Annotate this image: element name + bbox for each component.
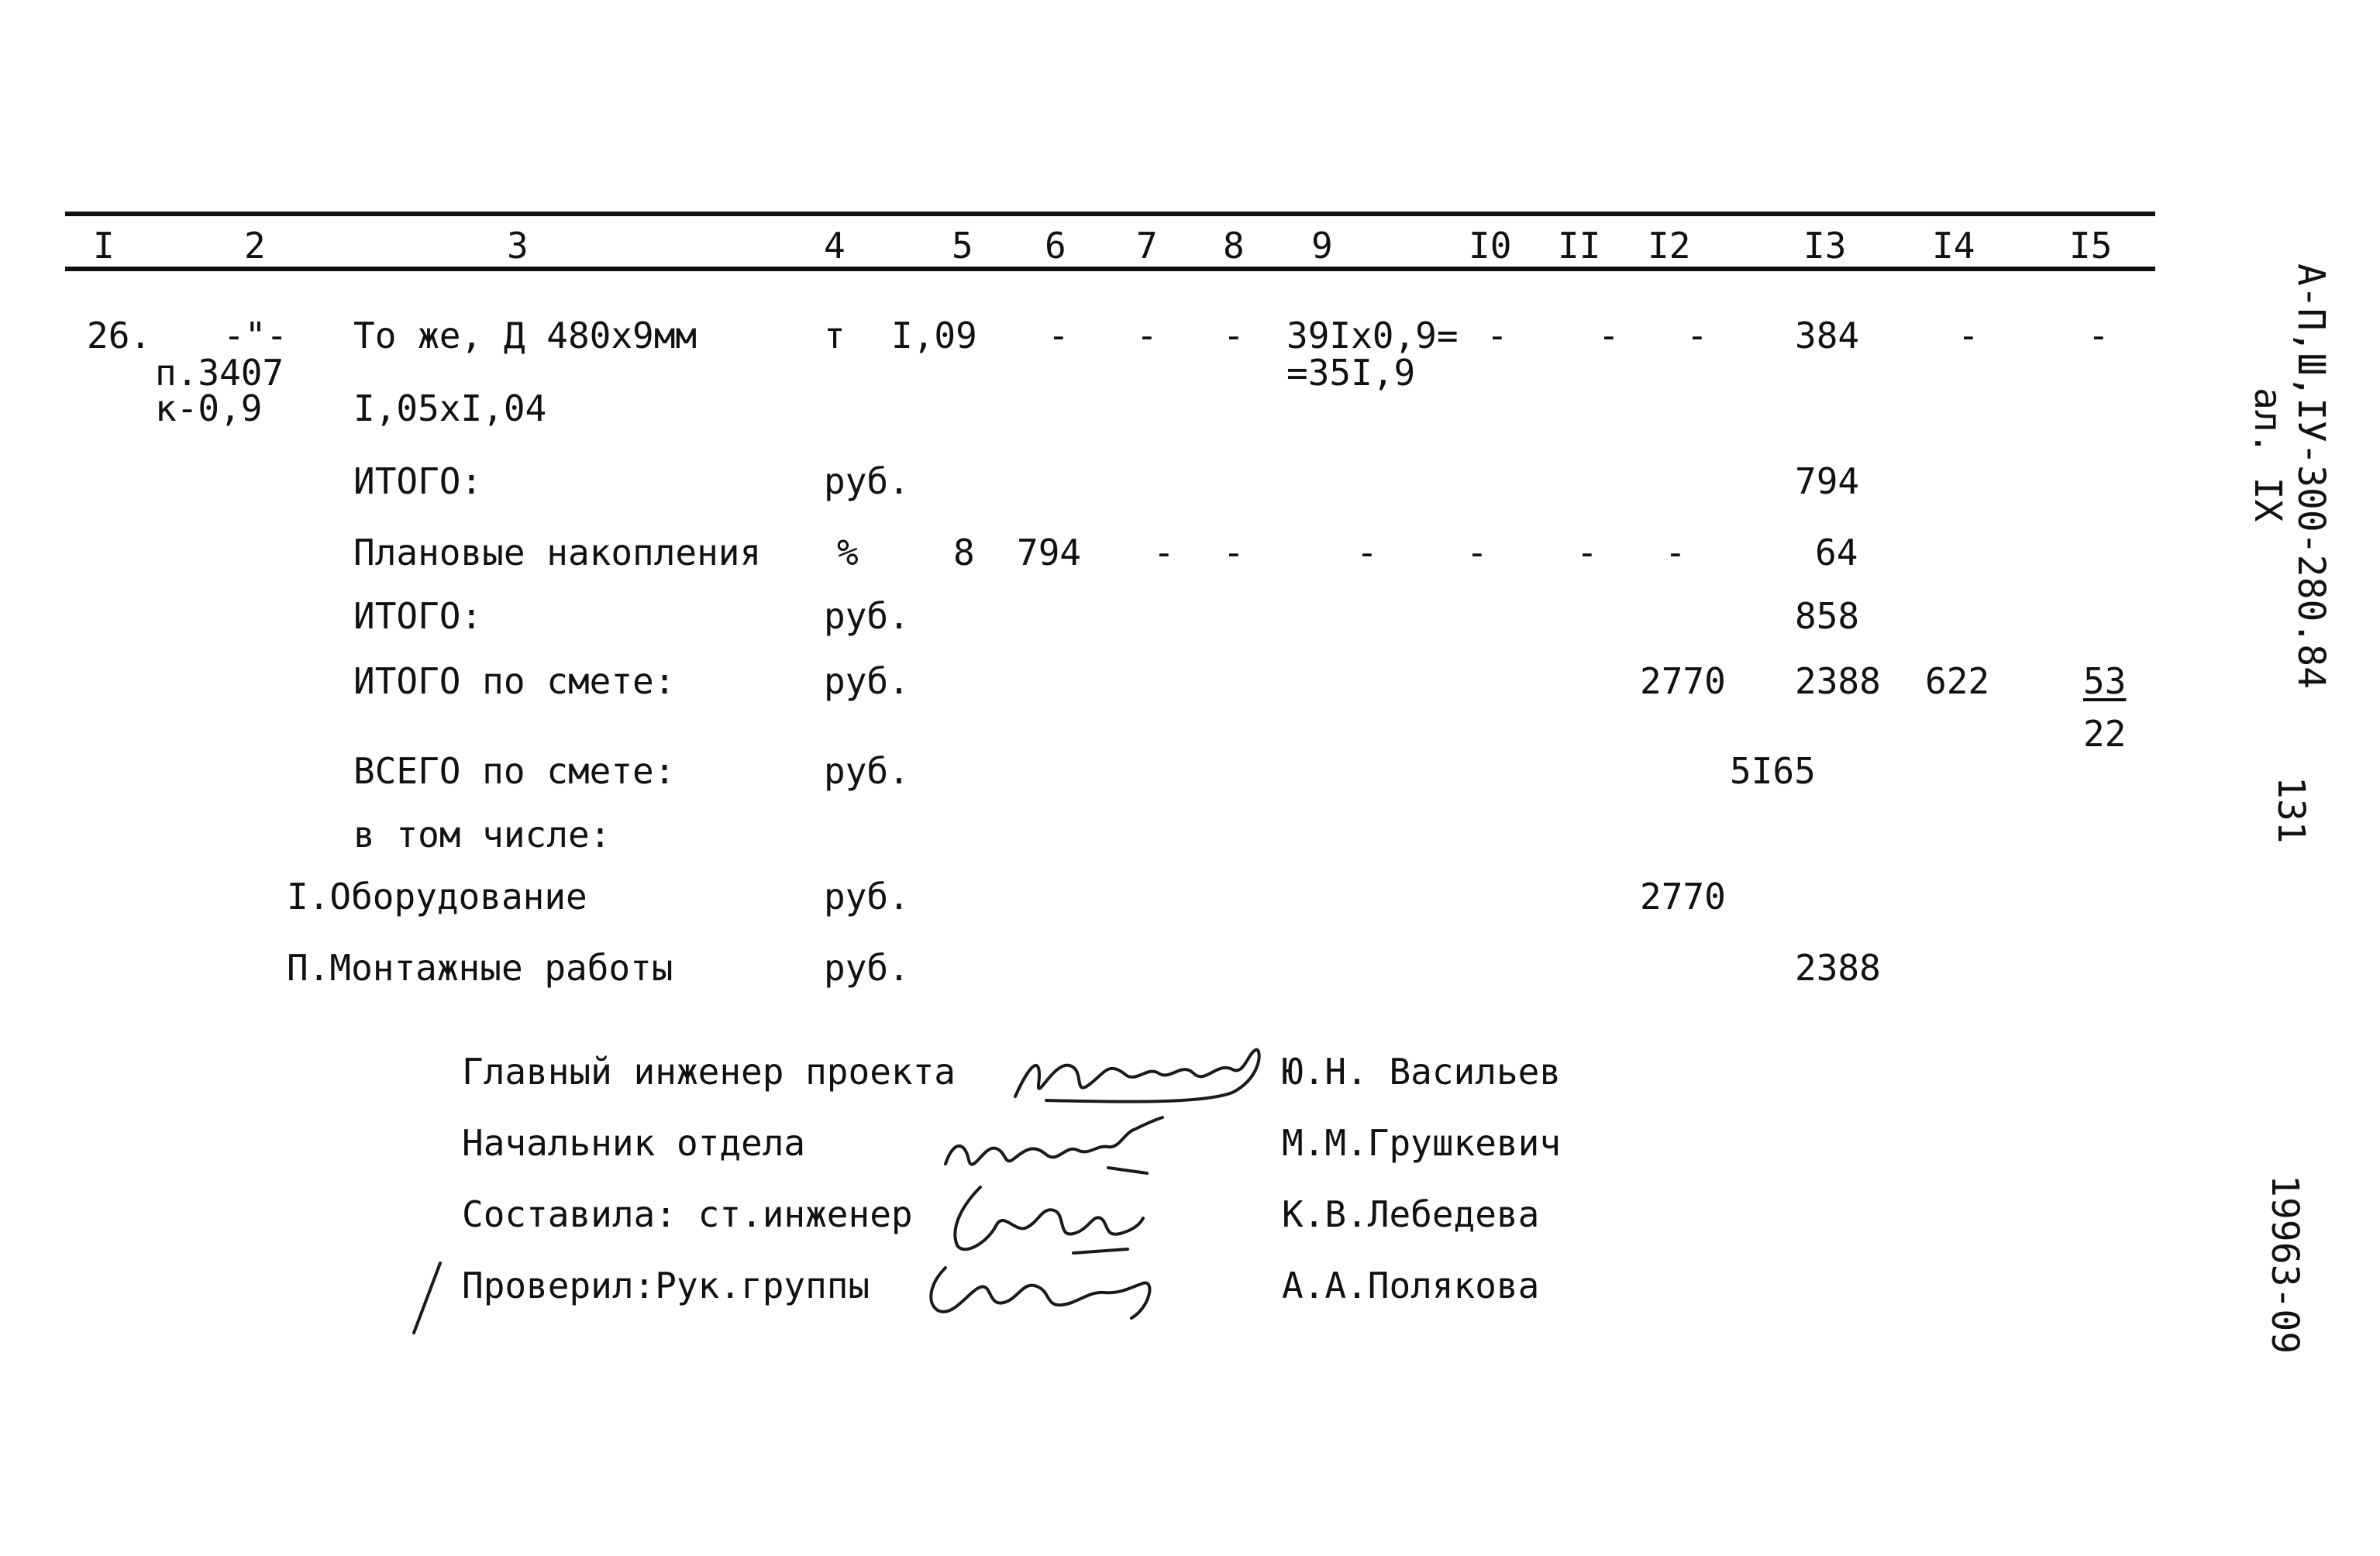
signature-role-compiler: Составила: ст.инженер (462, 1193, 913, 1235)
oborudovanie-col12: 2770 (1640, 876, 1726, 917)
itogo-smeta-col15-bottom: 22 (2083, 713, 2127, 755)
col-header-3: 3 (507, 225, 529, 267)
vsego-value: 5I65 (1730, 750, 1816, 792)
planovye-col7: - (1153, 532, 1175, 573)
itogo-smeta-col15-top: 53 (2083, 660, 2127, 702)
itogo2-col13: 858 (1795, 595, 1860, 637)
row26-col5: I,09 (891, 315, 977, 356)
itogo2-unit: руб. (824, 595, 910, 637)
vsego-unit: руб. (824, 750, 910, 792)
signature-role-chief-engineer: Главный инженер проекта (462, 1051, 956, 1093)
row26-col14: - (1958, 315, 1979, 356)
col-header-13: I3 (1803, 225, 1847, 267)
col-header-1: I (93, 225, 115, 267)
oborudovanie-label: I.Оборудование (287, 876, 587, 917)
col-header-14: I4 (1932, 225, 1975, 267)
montazh-col13: 2388 (1795, 947, 1881, 989)
col-header-6: 6 (1045, 225, 1066, 267)
doc-code-line2: ал. IX (2246, 387, 2289, 522)
vsego-label: ВСЕГО по смете: (353, 750, 676, 792)
itogo2-label: ИТОГО: (353, 595, 483, 637)
planovye-col11: - (1576, 532, 1598, 573)
planovye-col10: - (1466, 532, 1488, 573)
montazh-label: П.Монтажные работы (287, 947, 673, 989)
planovye-col13: 64 (1815, 532, 1858, 573)
planovye-col12: - (1665, 532, 1686, 573)
col-header-4: 4 (824, 225, 846, 267)
oborudovanie-unit: руб. (824, 876, 910, 917)
itogo-smeta-col13: 2388 (1795, 660, 1881, 702)
row26-name-formula: I,05хI,04 (353, 387, 547, 429)
itogo-smeta-col12: 2770 (1640, 660, 1726, 702)
itogo-smeta-label: ИТОГО по смете: (353, 660, 676, 702)
montazh-unit: руб. (824, 947, 910, 989)
col-header-11: II (1558, 225, 1601, 267)
planovye-col9: - (1356, 532, 1378, 573)
planovye-col8: - (1223, 532, 1245, 573)
itogo1-label: ИТОГО: (353, 460, 483, 502)
signature-name-compiler: К.В.Лебедева (1282, 1193, 1540, 1235)
planovye-unit: % (837, 532, 859, 573)
itogo1-col13: 794 (1795, 460, 1860, 502)
col-header-15: I5 (2069, 225, 2113, 267)
itogo-smeta-col14: 622 (1925, 660, 1990, 702)
col-header-10: I0 (1469, 225, 1512, 267)
row26-col8: - (1223, 315, 1245, 356)
row26-col6: - (1048, 315, 1069, 356)
row26-ref-coef: к-0,9 (155, 387, 263, 429)
col-header-7: 7 (1136, 225, 1158, 267)
checker-margin-stroke (403, 1255, 449, 1341)
col-header-12: I2 (1648, 225, 1691, 267)
row26-col7: - (1136, 315, 1158, 356)
row26-col9-line2: =35I,9 (1286, 352, 1416, 394)
row26-unit: т (824, 315, 846, 356)
signature-name-checker: А.А.Полякова (1282, 1265, 1540, 1306)
row26-col15: - (2088, 315, 2110, 356)
col-header-2: 2 (244, 225, 266, 267)
col-header-9: 9 (1311, 225, 1333, 267)
signature-name-department-head: М.М.Грушкевич (1282, 1122, 1562, 1164)
handwritten-signature-checker (914, 1244, 1170, 1330)
signature-role-checker: Проверил:Рук.группы (462, 1265, 870, 1306)
signature-role-department-head: Начальник отдела (462, 1122, 806, 1164)
row26-col9-line1: 39Iх0,9= (1286, 315, 1459, 356)
doc-code-line1: А-П,Ш,IУ-300-280.84 (2289, 263, 2333, 690)
row26-ref-code: п.3407 (155, 352, 284, 394)
col-header-8: 8 (1223, 225, 1245, 267)
planovye-col6: 794 (1017, 532, 1082, 573)
row26-col11: - (1598, 315, 1620, 356)
row26-ref-ditto: -"- (223, 315, 288, 356)
signature-name-chief-engineer: Ю.Н. Васильев (1282, 1051, 1562, 1093)
table-header-rule (65, 267, 2155, 271)
v-tom-chisle-label: в том числе: (353, 814, 611, 855)
row26-col13: 384 (1795, 315, 1860, 356)
row26-col10: - (1486, 315, 1508, 356)
row26-number: 26. (87, 315, 152, 356)
row26-col12: - (1686, 315, 1708, 356)
planovye-label: Плановые накопления (353, 532, 762, 573)
page-number: 131 (2269, 776, 2313, 844)
planovye-col5: 8 (953, 532, 975, 573)
itogo-smeta-unit: руб. (824, 660, 910, 702)
col-header-5: 5 (952, 225, 973, 267)
row26-name: То же, Д 480х9мм (353, 315, 697, 356)
itogo1-unit: руб. (824, 460, 910, 502)
table-top-rule (65, 212, 2155, 216)
bottom-code: 19963-09 (2263, 1175, 2306, 1355)
